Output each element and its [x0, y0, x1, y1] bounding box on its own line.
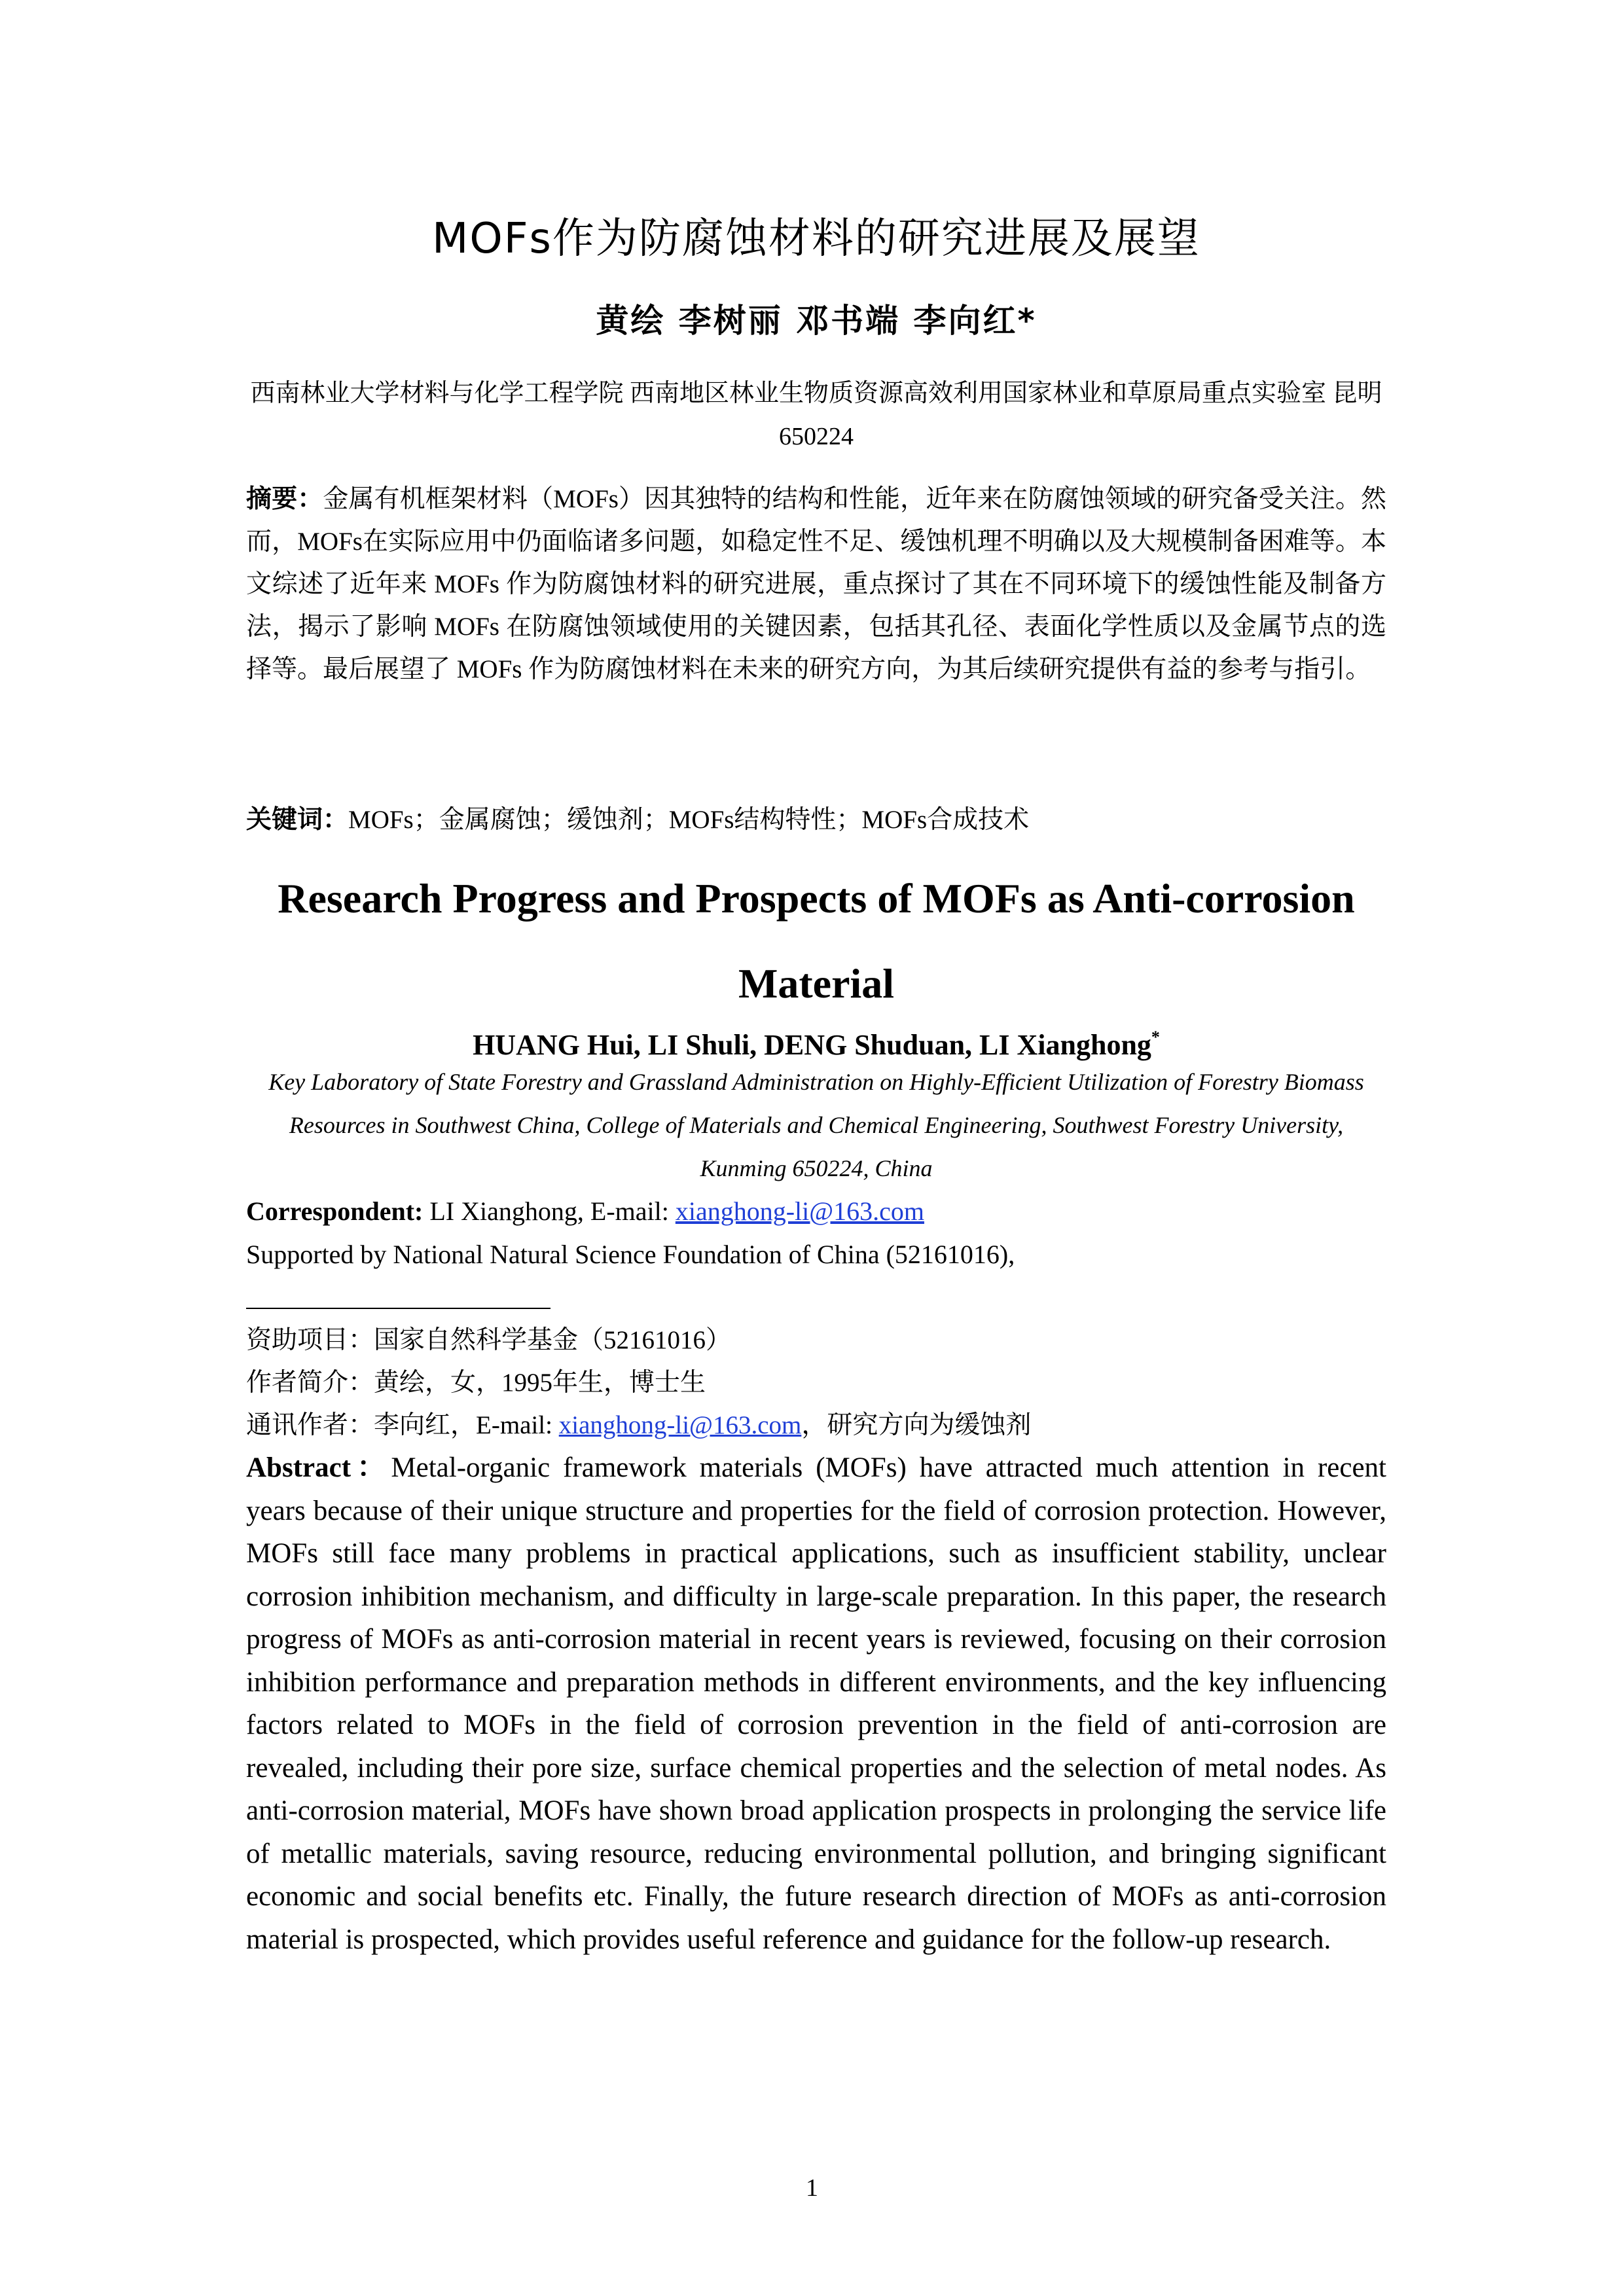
corr-label: 通讯作者：	[246, 1410, 374, 1440]
english-affiliation: Key Laboratory of State Forestry and Grassland Administration on Highly-Efficient Utilization of Forestry Biomass Resources in Southwest China, College of Materials and Chemical Engineering, Southwest Forestry University, Kunming 650224, China	[268, 1069, 1364, 1181]
corr-tail: ，研究方向为缓蚀剂	[801, 1411, 1032, 1439]
funding-label: 资助项目：	[246, 1325, 374, 1355]
page-number: 1	[806, 2174, 818, 2202]
english-support: Supported by National Natural Science Foundation of China (52161016),	[246, 1240, 1015, 1269]
funding-text: 国家自然科学基金（52161016）	[374, 1326, 732, 1354]
english-abstract	[246, 1446, 1386, 1961]
english-correspondent	[246, 1190, 1386, 1233]
author-bio-text: 黄绘，女，1995年生，博士生	[374, 1369, 706, 1397]
chinese-keywords-label: 关键词：	[246, 805, 349, 834]
chinese-title: MOFs作为防腐蚀材料的研究进展及展望	[432, 215, 1200, 263]
footnote-author	[246, 1361, 1386, 1404]
correspondent-text: LI Xianghong, E-mail:	[423, 1196, 676, 1226]
chinese-affiliation: 西南林业大学材料与化学工程学院 西南地区林业生物质资源高效利用国家林业和草原局重点实验室 昆明 650224	[250, 380, 1382, 450]
footnotes	[246, 1319, 1386, 1446]
english-abstract-label: Abstract：	[246, 1452, 391, 1483]
corr-email-link[interactable]: xianghong-li@163.com	[558, 1411, 802, 1439]
chinese-abstract-text: 金属有机框架材料（MOFs）因其独特的结构和性能，近年来在防腐蚀领域的研究备受关注。然而，MOFs在实际应用中仍面临诸多问题，如稳定性不足、缓蚀机理不明确以及大规模制备困难等。本文综述了近年来 MOFs 作为防腐蚀材料的研究进展，重点探讨了其在不同环境下的缓蚀性能及制备方法，揭示了影响 MOFs 在防腐蚀领域使用的关键因素，包括其孔径、表面化学性质以及金属节点的选择等。最后展望了 MOFs 作为防腐蚀材料在未来的研究方向，为其后续研究提供有益的参考与指引。	[246, 485, 1386, 683]
correspondent-label: Correspondent:	[246, 1196, 424, 1226]
footnote-correspondence	[246, 1404, 1386, 1446]
author-bio-label: 作者简介：	[246, 1368, 374, 1397]
chinese-abstract-label: 摘要：	[246, 484, 323, 514]
corresponding-author-mark: *	[1151, 1028, 1160, 1047]
chinese-authors: 黄绘 李树丽 邓书端 李向红*	[596, 302, 1037, 340]
corr-text: 李向红，E-mail:	[374, 1411, 559, 1439]
footnote-funding	[246, 1319, 1386, 1361]
correspondent-email-link[interactable]: xianghong-li@163.com	[675, 1196, 924, 1226]
footnote-separator	[246, 1308, 550, 1309]
chinese-keywords	[246, 798, 1386, 841]
english-abstract-text: Metal-organic framework materials (MOFs) have attracted much attention in recent years because of their unique structure and properties for the field of corrosion protection. However, MOFs still face many problems in practical applications, such as insufficient stability, unclear corrosion inhibition mechanism, and difficulty in large-scale preparation. In this paper, the research progress of MOFs as anti-corrosion material in recent years is reviewed, focusing on their corrosion inhibition performance and preparation methods in different environments, and the key influencing factors related to MOFs in the field of corrosion prevention in the field of anti-corrosion are revealed, including their pore size, surface chemical properties and the selection of metal nodes. As anti-corrosion material, MOFs have shown broad application prospects in prolonging the service life of metallic materials, saving resource, reducing environmental pollution, and bringing significant economic and social benefits etc. Finally, the future research direction of MOFs as anti-corrosion material is prospected, which provides useful reference and guidance for the follow-up research.	[246, 1452, 1386, 1955]
chinese-abstract	[246, 478, 1386, 691]
english-authors-names: HUANG Hui, LI Shuli, DENG Shuduan, LI Xianghong	[473, 1029, 1151, 1061]
english-title: Research Progress and Prospects of MOFs as Anti-corrosion Material	[278, 875, 1355, 1007]
chinese-keywords-text: MOFs；金属腐蚀；缓蚀剂；MOFs结构特性；MOFs合成技术	[348, 806, 1030, 834]
